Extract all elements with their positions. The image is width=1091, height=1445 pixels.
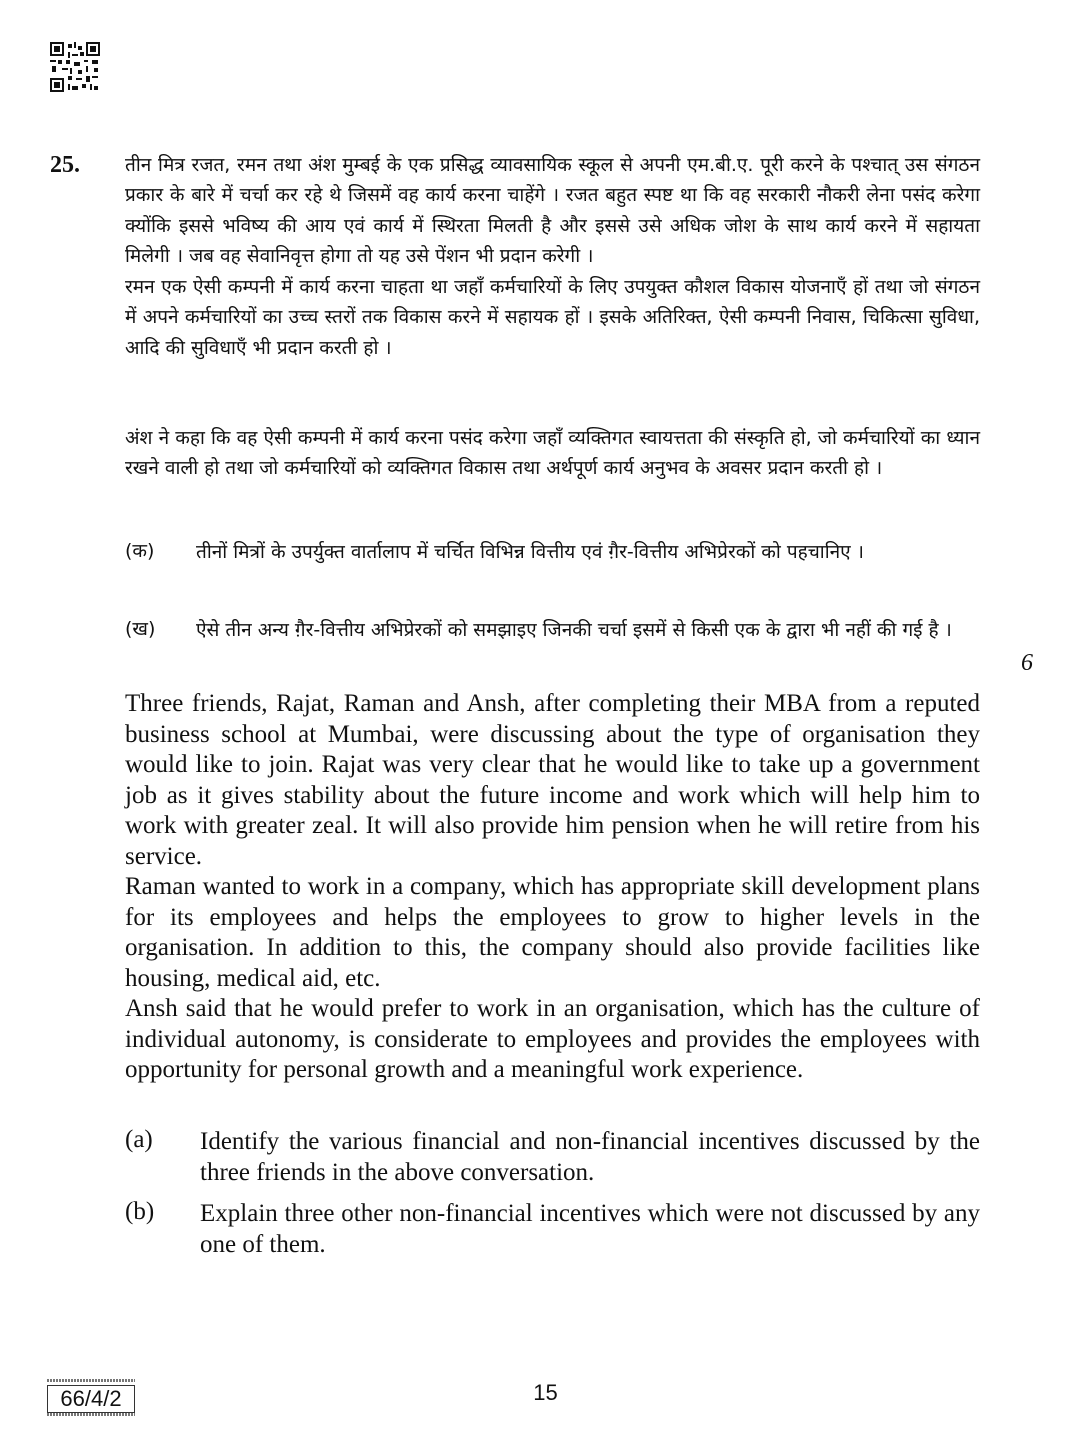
english-subquestion-a: Identify the various financial and non-financial incentives discussed by the three friends in the above conversation.: [200, 1128, 980, 1186]
english-subquestion-b: Explain three other non-financial incentives which were not discussed by any one of them.: [200, 1200, 980, 1258]
marks-value: 6: [1021, 650, 1033, 676]
hindi-paragraph-3: अंश ने कहा कि वह ऐसी कम्पनी में कार्य करना पसंद करेगा जहाँ व्यक्तिगत स्वायत्तता की संस्कृति हो, जो कर्मचारियों का ध्यान रखने वाली हो तथा जो कर्मचारियों को व्यक्तिगत विकास तथा अर्थपूर्ण कार्य अनुभव के अवसर प्रदान करती हो ।: [125, 427, 980, 480]
hindi-subquestion-b-label: (ख): [125, 618, 156, 640]
hindi-subquestion-b: ऐसे तीन अन्य ग़ैर-वित्तीय अभिप्रेरकों को समझाइए जिनकी चर्चा इसमें से किसी एक के द्वारा भी नहीं की गई है ।: [196, 619, 952, 641]
english-paragraph-2: Raman wanted to work in a company, which has appropriate skill development plans for its employees and helps the employees to grow to higher levels in the organisation. In addition to this, the company should also provide facilities like housing, medical aid, etc.: [125, 873, 980, 992]
english-paragraph-1: Three friends, Rajat, Raman and Ansh, after completing their MBA from a reputed business school at Mumbai, were discussing about the type of organisation they would like to join. Rajat was very clear that he would like to take up a government job as it gives stability about the future income and work which will help him to work with greater zeal. It will also provide him pension when he will retire from his service.: [125, 690, 980, 870]
hindi-paragraph-1: तीन मित्र रजत, रमन तथा अंश मुम्बई के एक प्रसिद्ध व्यावसायिक स्कूल से अपनी एम.बी.ए. पूरी करने के पश्चात् उस संगठन प्रकार के बारे में चर्चा कर रहे थे जिसमें वह कार्य करना चाहेंगे । रजत बहुत स्पष्ट था कि वह सरकारी नौकरी लेना पसंद करेगा क्योंकि इससे भविष्य की आय एवं कार्य में स्थिरता मिलती है और इससे उसे अधिक जोश के साथ कार्य करने में सहायता मिलेगी । जब वह सेवानिवृत्त होगा तो यह उसे पेंशन भी प्रदान करेगी ।: [125, 154, 980, 267]
english-subquestion-a-label: (a): [125, 1126, 153, 1153]
page-number: 15: [533, 1380, 558, 1405]
qr-code-icon: [50, 42, 100, 92]
question-number: 25.: [50, 152, 80, 178]
hindi-subquestion-a-label: (क): [125, 540, 155, 562]
hindi-subquestion-a: तीनों मित्रों के उपर्युक्त वार्तालाप में चर्चित विभिन्न वित्तीय एवं ग़ैर-वित्तीय अभिप्रेरकों को पहचानिए ।: [196, 541, 864, 563]
english-paragraph-3: Ansh said that he would prefer to work in an organisation, which has the culture of individual autonomy, is considerate to employees and provides the employees with opportunity for personal growth and a meaningful work experience.: [125, 995, 980, 1084]
paper-code: 66/4/2: [47, 1385, 135, 1413]
hindi-paragraph-2: रमन एक ऐसी कम्पनी में कार्य करना चाहता था जहाँ कर्मचारियों के लिए उपयुक्त कौशल विकास योजनाएँ हों तथा जो संगठन में अपने कर्मचारियों का उच्च स्तरों तक विकास करने में सहायक हों । इसके अतिरिक्त, ऐसी कम्पनी निवास, चिकित्सा सुविधा, आदि की सुविधाएँ भी प्रदान करती हो ।: [125, 276, 980, 359]
barcode-strip: [47, 1413, 135, 1416]
english-subquestion-b-label: (b): [125, 1198, 155, 1225]
